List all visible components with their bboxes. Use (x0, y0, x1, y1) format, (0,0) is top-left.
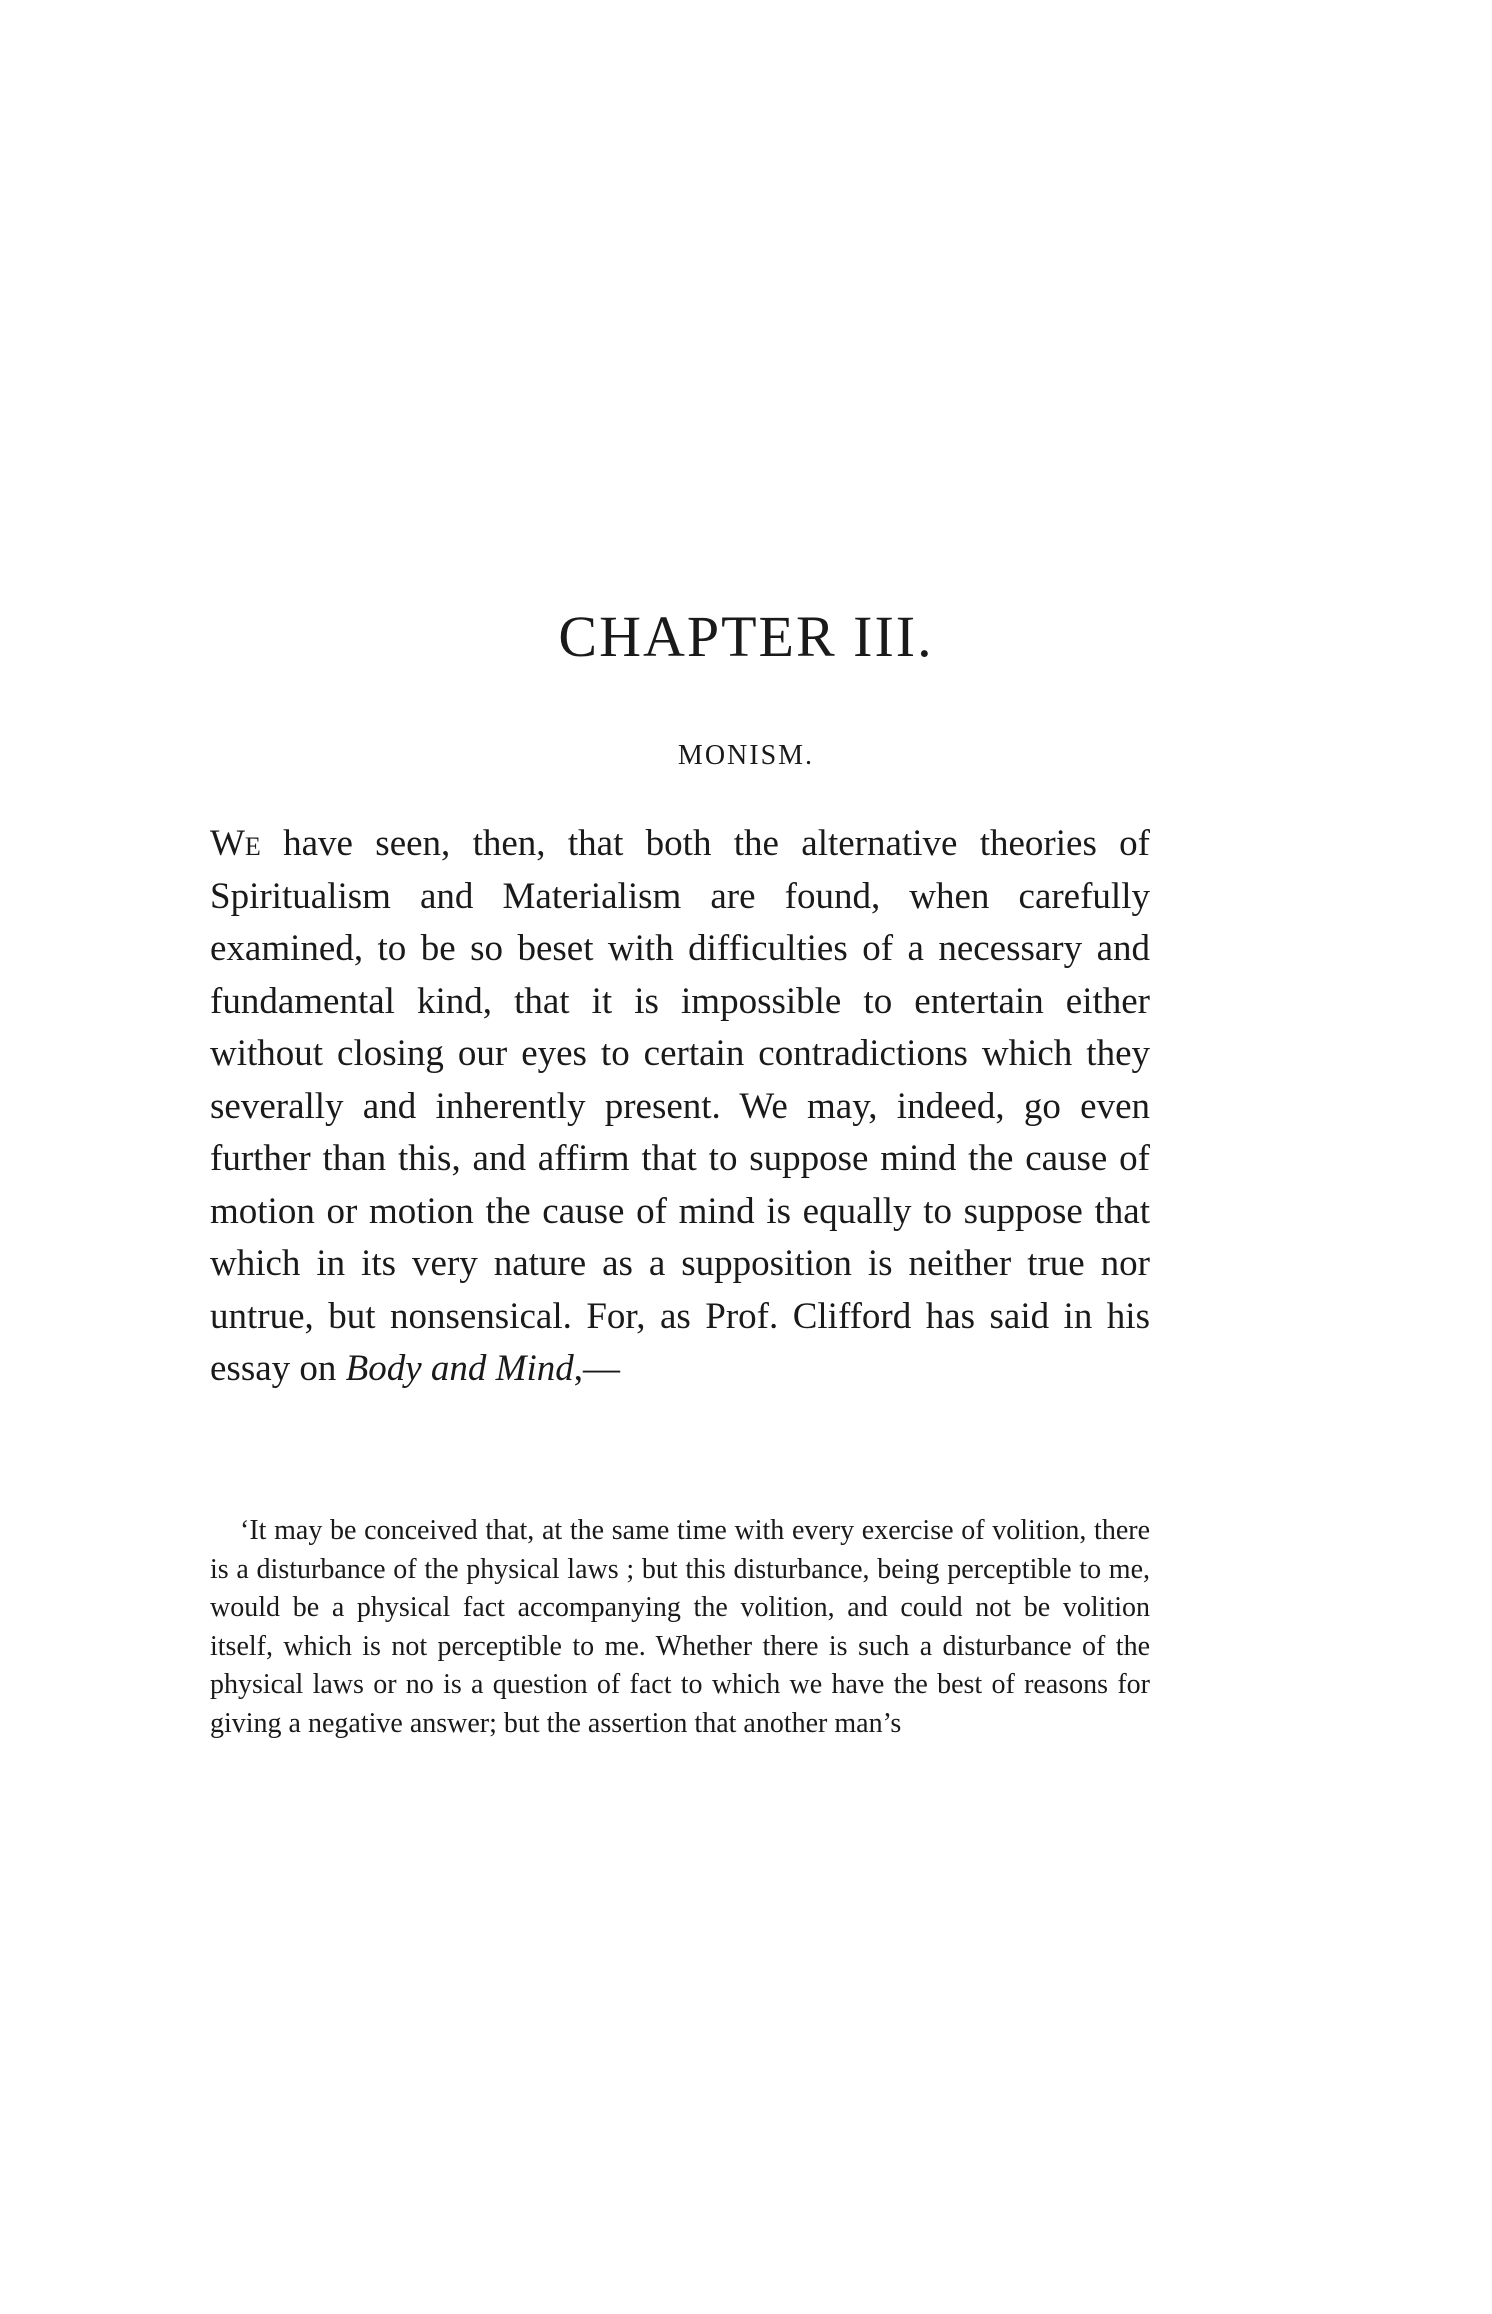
body-text-end: ,— (573, 1348, 621, 1389)
chapter-title: CHAPTER III. (558, 604, 934, 669)
block-quote: ‘It may be conceived that, at the same time with every exercise of volition, there is a disturbance of the physical laws ; but this disturbance, being perceptible to me, would be a physical fact accompanying the volition, and could not be volition itself, which is not perceptible to me. Whether there is such a disturbance of the physical laws or no is a question of fact to which we have the best of reasons for giving a negative answer; but the assertion that another man’s (210, 1515, 1150, 1739)
lead-word: We (210, 823, 261, 864)
essay-title: Body and Mind (345, 1348, 574, 1389)
section-title: MONISM. (677, 740, 815, 771)
body-paragraph (210, 818, 1150, 1396)
body-text-main: have seen, then, that both the alternative theories of Spiritualism and Materialism are found, when carefully examined, to be so beset with difficulties of a necessary and fundamental kind, that it is impossible to entertain either without closing our eyes to certain contradictions which they severally and inherently present. We may, indeed, go even further than this, and affirm that to suppose mind the cause of motion or motion the cause of mind is equally to suppose that which in its very nature as a supposition is neither true nor untrue, but nonsensical. For, as Prof. Clifford has said in his essay on (210, 823, 1150, 1389)
